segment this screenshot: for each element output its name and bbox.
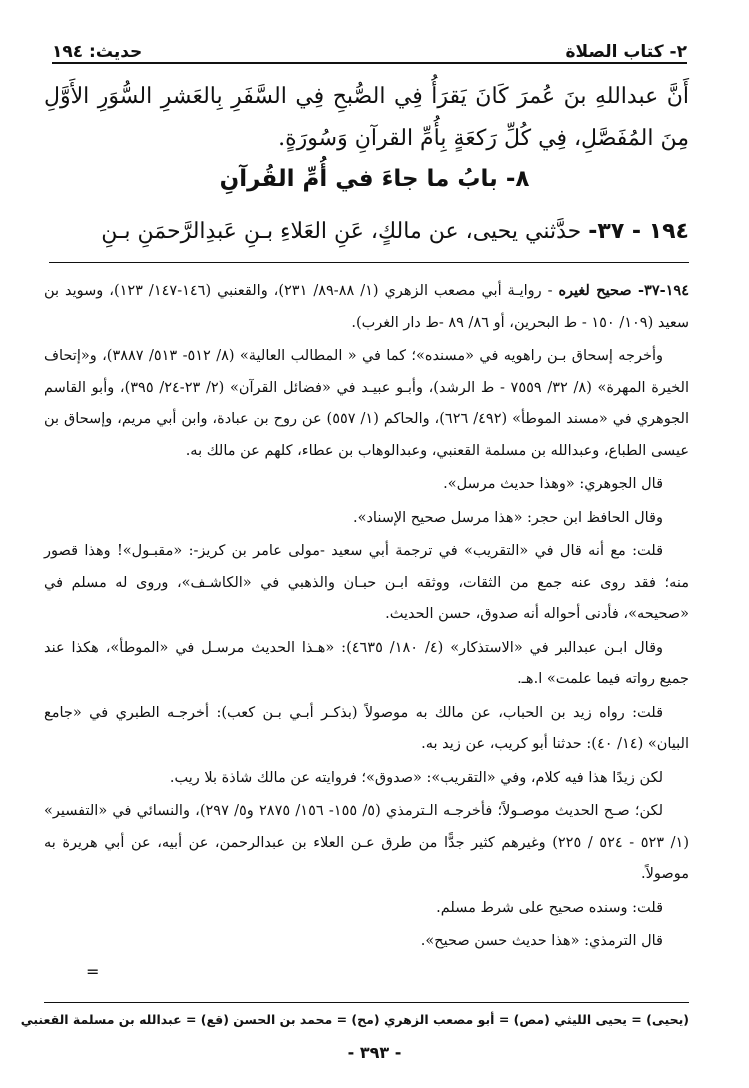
notes-divider — [49, 262, 689, 263]
page-number: - ٣٩٣ - — [347, 1043, 402, 1062]
chapter-title: ٨- بابُ ما جاءَ في أُمِّ القُرآنِ — [219, 166, 530, 192]
running-header — [52, 32, 687, 62]
commentary — [44, 275, 689, 960]
note-paragraph-1 — [44, 275, 689, 339]
note-paragraph-7: قلت: رواه زيد بن الحباب، عن مالك به موصولاً (بذكـر أبـي بـن كعب): أخرجـه الطبري في «جامع البيان» (١٤/ ٤٠): حدثنا أبو كريب، عن زيد به. — [44, 704, 689, 752]
hadith-reference: حديث: ١٩٤ — [52, 42, 143, 62]
note-paragraph-2: وأخرجه إسحاق بـن راهويه في «مسنده»؛ كما في « المطالب العالية» (٨/ ٥١٢- ٥١٣/ ٣٨٨٧)، و«إتحاف الخيرة المهرة» (٨/ ٣٢/ ٧٥٥٩ - ط الرشد)، وأبـو عبيـد في «فضائل القرآن» (٢/ ٢٣-٢٤/ ٣٩٥)، وأبو القاسم الجوهري في «مسند الموطأ» (٤٩٢/ ٦٢٦)، والحاكم (١/ ٥٥٧) عن روح بن عبادة، وابن أبي مريم، وإسحاق بن عيسى الطباع، وعبدالله بن مسلمة القعنبي، وعبدالوهاب بن عطاء، كلهم عن مالك به. — [44, 348, 690, 459]
note-paragraph-5: قلت: مع أنه قال في «التقريب» في ترجمة أبي سعيد -مولى عامر بن كريز-: «مقبـول»! وهذا قصور منه؛ فقد روى عنه جمع من الثقات، ووثقه ابـن حبـان والذهبي في «الكاشـف»، وروى له مسلم في «صحيحه»، فأدنى أحواله أنه صدوق، حسن الحديث. — [44, 543, 689, 622]
book-title: ٢- كتاب الصلاة — [565, 42, 687, 62]
hadith-opening — [44, 212, 689, 252]
note-paragraph-3: قال الجوهري: «وهذا حديث مرسل». — [443, 476, 663, 492]
note-paragraph-4: وقال الحافظ ابن حجر: «هذا مرسل صحيح الإسناد». — [352, 509, 663, 526]
footnote-divider — [44, 1002, 689, 1003]
note-paragraph-9: لكن؛ صـح الحديث موصـولاً؛ فأخرجـه الـترمذي (٥/ ١٥٥- ١٥٦/ ٢٨٧٥ و٥/ ٢٩٧)، والنسائي في «التفسير» (١/ ٥٢٣ - ٥٢٤ / ٢٢٥) وغيرهم كثير جدًّا من طرق عـن العلاء بن عبدالرحمن، عن أبيه، عن أبي هريرة به موصولاً. — [44, 803, 689, 882]
note-paragraph-11: قال الترمذي: «هذا حديث حسن صحيح». — [420, 933, 663, 949]
note-paragraph-10: قلت: وسنده صحيح على شرط مسلم. — [436, 899, 663, 916]
note-grade: ١٩٤-٣٧- صحيح لغيره — [558, 282, 690, 299]
abbreviations-key: (يحيى) = يحيى الليثي (مص) = أبو مصعب الزهري (مح) = محمد بن الحسن (قع) = عبدالله بن مسلمة القعنبي — [20, 1012, 689, 1027]
hadith-chain: حدَّثني يحيى، عن مالكٍ، عَنِ العَلاءِ بـنِ عَبدِالرَّحمَنِ بـنِ — [101, 219, 582, 244]
note-paragraph-8: لكن زيدًا هذا فيه كلام، وفي «التقريب»: «صدوق»؛ فروايته عن مالك شاذة بلا ريب. — [169, 769, 663, 786]
continuation-mark: = — [86, 962, 100, 981]
hadith-text: أَنَّ عبداللهِ بنَ عُمرَ كَانَ يَقرَأُ فِي الصُّبحِ فِي السَّفَرِ بِالعَشرِ السُّوَرِ الأَوَّلِ مِنَ المُفَصَّلِ، فِي كُلِّ رَكعَةٍ بِأُمِّ القرآنِ وَسُورَةٍ. — [44, 84, 689, 151]
header-divider — [52, 62, 687, 64]
note-text-1: - روايـة أبي مصعب الزهري (١/ ٨٨-٨٩/ ٢٣١)، والقعنبي (١٤٦-١٤٧/ ١٢٣)، وسويد بن سعيد (١٠٩/ ١٥٠ - ط البحرين، أو ٨٦/ ٨٩ -ط دار الغرب). — [44, 283, 689, 331]
note-paragraph-6: وقال ابـن عبدالبر في «الاستذكار» (٤/ ١٨٠/ ٤٦٣٥): «هـذا الحديث مرسـل في «الموطأ»، هكذا عند جميع رواته فيما علمت» ا.هـ. — [44, 639, 689, 687]
hadith-number: ١٩٤ - ٣٧- — [588, 219, 689, 244]
